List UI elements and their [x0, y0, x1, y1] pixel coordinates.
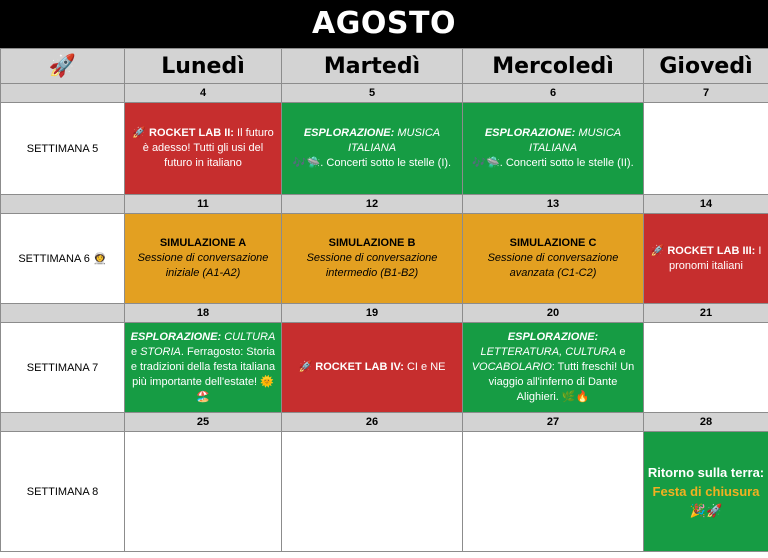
rocket-icon: 🚀 [298, 361, 313, 373]
event-title: ROCKET LAB II: [149, 127, 234, 139]
date-number: 21 [644, 304, 768, 323]
event-title: ESPLORAZIONE: [130, 331, 222, 343]
event-subtitle: VOCABOLARIO [471, 361, 552, 373]
event-cell[interactable] [282, 103, 463, 195]
event-text: : Tutti freschi! Un viaggio all'inferno di Dante Alighieri. [488, 361, 635, 403]
rocket-icon: 🚀 [48, 53, 77, 79]
event-text: CI e NE [406, 361, 446, 373]
event-title: SIMULAZIONE B [328, 237, 416, 249]
date-number: 26 [282, 413, 463, 432]
date-row-week-6 [1, 195, 768, 214]
event-subtitle: LETTERATURA, CULTURA [480, 346, 617, 358]
event-cell[interactable] [282, 323, 463, 413]
event-text: Sessione di conversazione avanzata (C1-C2) [487, 252, 619, 279]
date-number: 5 [282, 84, 463, 103]
event-cell[interactable] [644, 432, 768, 552]
weekday-thursday: Giovedì [644, 49, 768, 84]
event-row-week-5 [1, 103, 768, 195]
rocket-icon: 🚀 [650, 244, 665, 257]
event-cell[interactable] [463, 103, 644, 195]
event-cell[interactable] [125, 214, 282, 304]
event-subtitle: STORIA [140, 346, 181, 358]
week-label: SETTIMANA 5 [1, 103, 125, 195]
event-text: Il futuro è adesso! Tutti gli usi del futuro in italiano [142, 127, 274, 169]
event-text: Sessione di conversazione intermedio (B1-B2) [306, 252, 438, 279]
event-cell[interactable] [125, 323, 282, 413]
week-label: SETTIMANA 6 [18, 253, 90, 265]
corner-cell [1, 49, 125, 84]
event-title: ESPLORAZIONE: [507, 331, 599, 343]
event-text: Sessione di conversazione iniziale (A1-A2) [137, 252, 269, 279]
empty-day-cell[interactable] [125, 432, 282, 552]
date-number: 18 [125, 304, 282, 323]
event-text: . Concerti sotto le stelle (I). [320, 157, 452, 169]
event-text: . Concerti sotto le stelle (II). [499, 157, 634, 169]
date-number: 20 [463, 304, 644, 323]
event-row-week-8 [1, 432, 768, 552]
month-title: AGOSTO [0, 0, 768, 48]
event-cell[interactable] [644, 214, 768, 304]
date-number: 28 [644, 413, 768, 432]
event-title: ROCKET LAB III: [667, 244, 756, 257]
event-text: I pronomi italiani [669, 244, 762, 272]
event-subtitle: MUSICA ITALIANA [528, 127, 622, 154]
event-cell[interactable] [463, 214, 644, 304]
date-number: 27 [463, 413, 644, 432]
event-title: ROCKET LAB IV: [315, 361, 404, 373]
event-closing [644, 463, 768, 520]
week-label: SETTIMANA 7 [1, 323, 125, 413]
herb-fire-icon: 🌿🔥 [561, 391, 590, 403]
event-cell[interactable] [282, 214, 463, 304]
event-title: Ritorno sulla terra: [647, 465, 765, 480]
rocket-icon: 🚀 [132, 127, 146, 139]
event-row-week-6 [1, 214, 768, 304]
event-highlight: Festa di chiusura [652, 484, 760, 499]
calendar-grid [0, 48, 768, 552]
date-number: 4 [125, 84, 282, 103]
date-row-week-7 [1, 304, 768, 323]
empty-day-cell[interactable] [463, 432, 644, 552]
event-title: ESPLORAZIONE: [484, 127, 576, 139]
event-row-week-7 [1, 323, 768, 413]
event-subtitle: CULTURA [224, 331, 276, 343]
event-cell[interactable] [463, 323, 644, 413]
weekday-wednesday: Mercoledì [463, 49, 644, 84]
date-row-week-8 [1, 413, 768, 432]
empty-day-cell[interactable] [644, 323, 768, 413]
weekday-monday: Lunedì [125, 49, 282, 84]
weekday-header-row [1, 49, 768, 84]
event-subtitle: MUSICA ITALIANA [347, 127, 441, 154]
date-number: 19 [282, 304, 463, 323]
party-rocket-icon: 🎉🚀 [689, 503, 723, 518]
event-connector: e [130, 346, 138, 358]
music-ufo-icon: 🎶🛸 [292, 157, 321, 169]
date-row-week-5 [1, 84, 768, 103]
sun-beach-icon: 🌞🏖️ [196, 376, 274, 403]
weekday-tuesday: Martedì [282, 49, 463, 84]
empty-day-cell[interactable] [644, 103, 768, 195]
date-number: 6 [463, 84, 644, 103]
date-number: 13 [463, 195, 644, 214]
date-number: 11 [125, 195, 282, 214]
music-ufo-icon: 🎶🛸 [472, 157, 500, 169]
date-number: 25 [125, 413, 282, 432]
week-label: SETTIMANA 8 [1, 432, 125, 552]
event-title: SIMULAZIONE A [159, 237, 247, 249]
event-cell[interactable] [125, 103, 282, 195]
week-label-cell [1, 214, 125, 304]
astronaut-icon: 👩‍🚀 [92, 253, 107, 265]
event-text: . Ferragosto: Storia e tradizioni della festa italiana più importante dell'estate! [130, 346, 276, 388]
date-number: 7 [644, 84, 768, 103]
empty-day-cell[interactable] [282, 432, 463, 552]
event-title: SIMULAZIONE C [509, 237, 597, 249]
event-title: ESPLORAZIONE: [303, 127, 395, 139]
date-number: 14 [644, 195, 768, 214]
event-connector: e [619, 346, 626, 358]
date-number: 12 [282, 195, 463, 214]
